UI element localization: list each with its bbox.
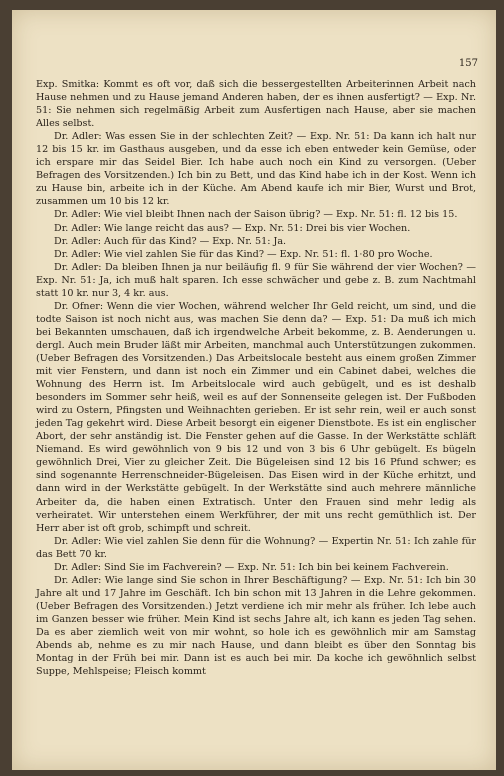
- paragraph: Dr. Adler: Auch für das Kind? — Exp. Nr. 51: Ja.: [54, 235, 287, 247]
- book-page: [12, 10, 496, 770]
- paragraph: Dr. Adler: Wie viel zahlen Sie denn für die Wohnung? — Expertin Nr. 51: Ich zahle für das Bett 70 kr.: [36, 535, 476, 560]
- page-body: [36, 78, 476, 678]
- paragraph: Dr. Adler: Wie lange sind Sie schon in Ihrer Beschäftigung? — Exp. Nr. 51: Ich bin 30 Jahre alt und 17 Jahre im Geschäft. Ich bin schon mit 13 Jahren in die Lehre gekommen. (Ueber Befragen des Vorsitzenden.) Jetzt verdiene ich mir mehr als früher. Ich lebe auch im Ganzen besser wie früher. Mein Kind ist sechs Jahre alt, ich kann es jeden Tag sehen. Da es aber ziemlich weit von mir wohnt, so hole ich es gewöhnlich mir am Samstag Abends ab, nehme es zu mir nach Hause, und dann bleibt es über den Sonntag bis Montag in der Früh bei mir. Dann ist es auch bei mir. Da koche ich gewöhnlich selbst Suppe, Mehlspeise; Fleisch kommt: [36, 574, 476, 678]
- page-number: 157: [458, 58, 478, 69]
- paragraph: Exp. Smitka: Kommt es oft vor, daß sich die bessergestellten Arbeiterinnen Arbeit nach Hause nehmen und zu Hause jemand Anderen haben, der es ihnen ausfertigt? — Exp. Nr. 51: Sie nehmen sich regelmäßig Arbeit zum Ausfertigen nach Hause, aber sie machen Alles selbst.: [36, 79, 476, 130]
- paragraph: Dr. Adler: Wie lange reicht das aus? — Exp. Nr. 51: Drei bis vier Wochen.: [54, 222, 411, 234]
- paragraph: Dr. Adler: Da bleiben Ihnen ja nur beiläufig fl. 9 für Sie während der vier Wochen? — Exp. Nr. 51: Ja, ich muß halt sparen. Ich esse schwächer und gebe z. B. zum Nachtmahl statt 10 kr. nur 3, 4 kr. aus.: [36, 261, 476, 299]
- paragraph: Dr. Adler: Was essen Sie in der schlechten Zeit? — Exp. Nr. 51: Da kann ich halt nur 12 bis 15 kr. im Gasthaus ausgeben, und da esse ich eben entweder kein Gemüse, oder ich erspare mir das Seidel Bier. Ich habe auch noch ein Kind zu versorgen. (Ueber Befragen des Vorsitzenden.) Ich bin zu Bett, und das Kind habe ich in der Kost. Wenn ich zu Hause bin, arbeite ich in der Küche. Am Abend kaufe ich mir Bier, Wurst und Brot, zusammen um 10 bis 12 kr.: [36, 131, 476, 208]
- paragraph: Dr. Adler: Wie viel zahlen Sie für das Kind? — Exp. Nr. 51: fl. 1·80 pro Woche.: [54, 248, 433, 260]
- paragraph: Dr. Adler: Sind Sie im Fachverein? — Exp. Nr. 51: Ich bin bei keinem Fachverein.: [54, 561, 449, 573]
- paragraph: Dr. Ofner: Wenn die vier Wochen, während welcher Ihr Geld reicht, um sind, und die todte Saison ist noch nicht aus, was machen Sie denn da? — Exp. 51: Da muß ich mich bei Bekannten umschauen, daß ich irgendwelche Arbeit bekomme, z. B. Aenderungen u. dergl. Auch mein Bruder läßt mir Arbeiten, manchmal auch Unterstützungen zukommen. (Ueber Befragen des Vorsitzenden.) Das Arbeitslocale besteht aus einem großen Zimmer mit vier Fenstern, und dann ist noch ein Zimmer und ein Cabinet dabei, welches die Wohnung des Herrn ist. Im Arbeitslocale wird auch gebügelt, und es ist deshalb besonders im Sommer sehr heiß, weil es auf der Sonnenseite gelegen ist. Der Fußboden wird zu Ostern, Pfingsten und Weihnachten gerieben. Er ist sehr rein, weil er auch sonst jeden Tag gekehrt wird. Diese Arbeit besorgt ein eigener Dienstbote. Es ist ein englischer Abort, der sehr anständig ist. Die Fenster gehen auf die Gasse. In der Werkstätte schläft Niemand. Es wird gewöhnlich von 9 bis 12 und von 3 bis 6 Uhr gebügelt. Es bügeln gewöhnlich Drei, Vier zu gleicher Zeit. Die Bügeleisen sind 12 bis 16 Pfund schwer; es sind sogenannte Herrenschneider-Bügeleisen. Das Eisen wird in der Küche erhitzt, und dann wird in der Werkstätte gebügelt. In der Werkstätte sind auch mehrere männliche Arbeiter da, die haben einen Extratisch. Unter den Frauen sind mehr ledig als verheiratet. Wir unterstehen einem Werkführer, der mit uns recht gemüthlich ist. Der Herr aber ist oft grob, schimpft und schreit.: [36, 300, 476, 534]
- paragraph: Dr. Adler: Wie viel bleibt Ihnen nach der Saison übrig? — Exp. Nr. 51: fl. 12 bis 15.: [54, 209, 458, 221]
